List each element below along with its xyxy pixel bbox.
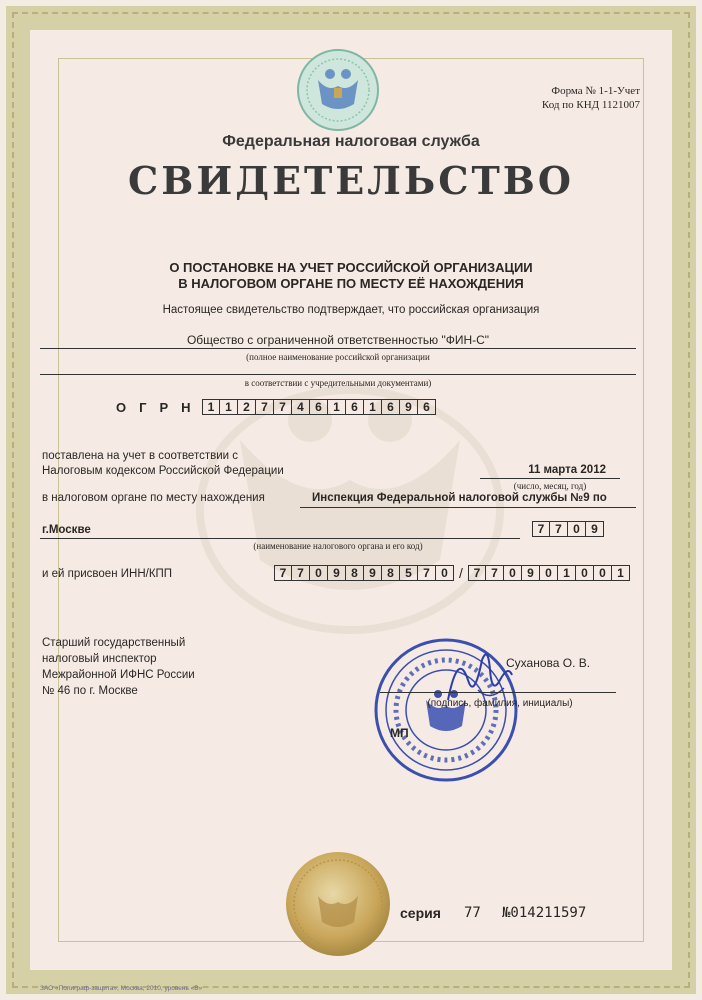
- signature-caption: (подпись, фамилия, инициалы): [427, 698, 573, 709]
- inn-digit-cell: 9: [328, 565, 346, 581]
- inn-digit-cell: 0: [436, 565, 454, 581]
- signatory-line4: № 46 по г. Москве: [42, 685, 138, 697]
- inn-digit-cell: 7: [292, 565, 310, 581]
- kpp-digit-cell: 9: [522, 565, 540, 581]
- signatory-line2: налоговый инспектор: [42, 653, 157, 665]
- org-name-underline: [40, 348, 636, 349]
- tax-organ-name-cont: г.Москве: [42, 524, 91, 536]
- kpp-digit-cell: 1: [612, 565, 630, 581]
- date-caption: (число, месяц, год): [513, 481, 587, 491]
- form-number: Форма № 1-1-Учет: [551, 85, 640, 97]
- form-code: [500, 84, 640, 112]
- inn-kpp-label: и ей присвоен ИНН/КПП: [42, 568, 173, 580]
- organ-underline-2: [40, 538, 520, 539]
- ogrn-digit-cell: 2: [238, 399, 256, 415]
- inn-digit-cell: 8: [382, 565, 400, 581]
- certificate-title: СВИДЕТЕЛЬСТВО: [128, 158, 574, 203]
- gold-hologram-seal-icon: [284, 850, 392, 958]
- inn-cells: [274, 565, 454, 581]
- ogrn-digit-cell: 1: [220, 399, 238, 415]
- ogrn-digit-cell: 7: [256, 399, 274, 415]
- kpp-digit-cell: 7: [486, 565, 504, 581]
- series-label: серия: [400, 905, 441, 921]
- subheading-line2: В НАЛОГОВОМ ОРГАНЕ ПО МЕСТУ ЕЁ НАХОЖДЕНИЯ: [178, 276, 524, 291]
- org-caption-1: (полное наименование российской организации: [246, 352, 430, 362]
- printer-imprint: ЗАО «Полиграф-защита», Москва, 2010, уровень «В»: [40, 985, 203, 992]
- date-underline: [480, 478, 620, 479]
- signatory-title: [42, 635, 195, 699]
- kpp-digit-cell: 1: [558, 565, 576, 581]
- registration-text: [42, 449, 284, 479]
- organ-underline: [300, 507, 636, 508]
- signatory-line3: Межрайонной ИФНС России: [42, 669, 195, 681]
- inn-digit-cell: 9: [364, 565, 382, 581]
- inn-digit-cell: 0: [310, 565, 328, 581]
- organ-code-cell: 7: [532, 521, 550, 537]
- organ-caption: (наименование налогового органа и его код): [253, 541, 423, 551]
- organization-name: Общество с ограниченной ответственностью "ФИН-С": [186, 333, 490, 347]
- confirm-text: Настоящее свидетельство подтверждает, что российская организация: [162, 304, 540, 316]
- inn-digit-cell: 5: [400, 565, 418, 581]
- kpp-digit-cell: 0: [504, 565, 522, 581]
- ogrn-digit-cell: 4: [292, 399, 310, 415]
- signatory-line1: Старший государственный: [42, 637, 186, 649]
- ogrn-digit-cell: 9: [400, 399, 418, 415]
- stamp-place-label: МП: [390, 726, 409, 740]
- ogrn-digit-cell: 6: [382, 399, 400, 415]
- signature-underline: [380, 692, 616, 693]
- state-emblem-icon: [296, 48, 380, 132]
- tax-organ-name: Инспекция Федеральной налоговой службы №9 по: [312, 492, 607, 504]
- inn-kpp-separator: /: [459, 565, 463, 581]
- organ-code-cell: 7: [550, 521, 568, 537]
- inn-digit-cell: 8: [346, 565, 364, 581]
- kpp-cells: [468, 565, 630, 581]
- registration-date: 11 марта 2012: [528, 464, 606, 476]
- ogrn-digit-cell: 7: [274, 399, 292, 415]
- tax-organ-label: в налоговом органе по месту нахождения: [42, 492, 265, 504]
- org-name-underline-2: [40, 374, 636, 375]
- ogrn-digit-cell: 6: [418, 399, 436, 415]
- ogrn-digit-cell: 1: [328, 399, 346, 415]
- registration-line2: Налоговым кодексом Российской Федерации: [42, 465, 284, 477]
- ogrn-cells: [202, 399, 436, 415]
- subheading-line1: О ПОСТАНОВКЕ НА УЧЕТ РОССИЙСКОЙ ОРГАНИЗАЦИИ: [169, 260, 533, 275]
- tax-organ-code-cells: [532, 521, 604, 537]
- kpp-digit-cell: 7: [468, 565, 486, 581]
- ogrn-digit-cell: 6: [346, 399, 364, 415]
- certificate-subheading: [0, 260, 702, 292]
- certificate-number: №014211597: [502, 905, 587, 921]
- ogrn-label: ОГРН: [116, 400, 204, 415]
- agency-name: Федеральная налоговая служба: [222, 133, 480, 150]
- kpp-digit-cell: 0: [594, 565, 612, 581]
- inn-kpp-cells: [274, 565, 630, 581]
- org-caption-2: в соответствии с учредительными документами): [244, 378, 432, 388]
- inn-digit-cell: 7: [418, 565, 436, 581]
- registration-line1: поставлена на учет в соответствии с: [42, 450, 238, 462]
- ogrn-digit-cell: 1: [202, 399, 220, 415]
- kpp-digit-cell: 0: [540, 565, 558, 581]
- signatory-name: Суханова О. В.: [506, 656, 591, 670]
- inn-digit-cell: 7: [274, 565, 292, 581]
- series-value: 77: [464, 905, 481, 921]
- organ-code-cell: 9: [586, 521, 604, 537]
- kpp-digit-cell: 0: [576, 565, 594, 581]
- knd-code: Код по КНД 1121007: [541, 99, 640, 111]
- organ-code-cell: 0: [568, 521, 586, 537]
- ogrn-digit-cell: 6: [310, 399, 328, 415]
- ogrn-digit-cell: 1: [364, 399, 382, 415]
